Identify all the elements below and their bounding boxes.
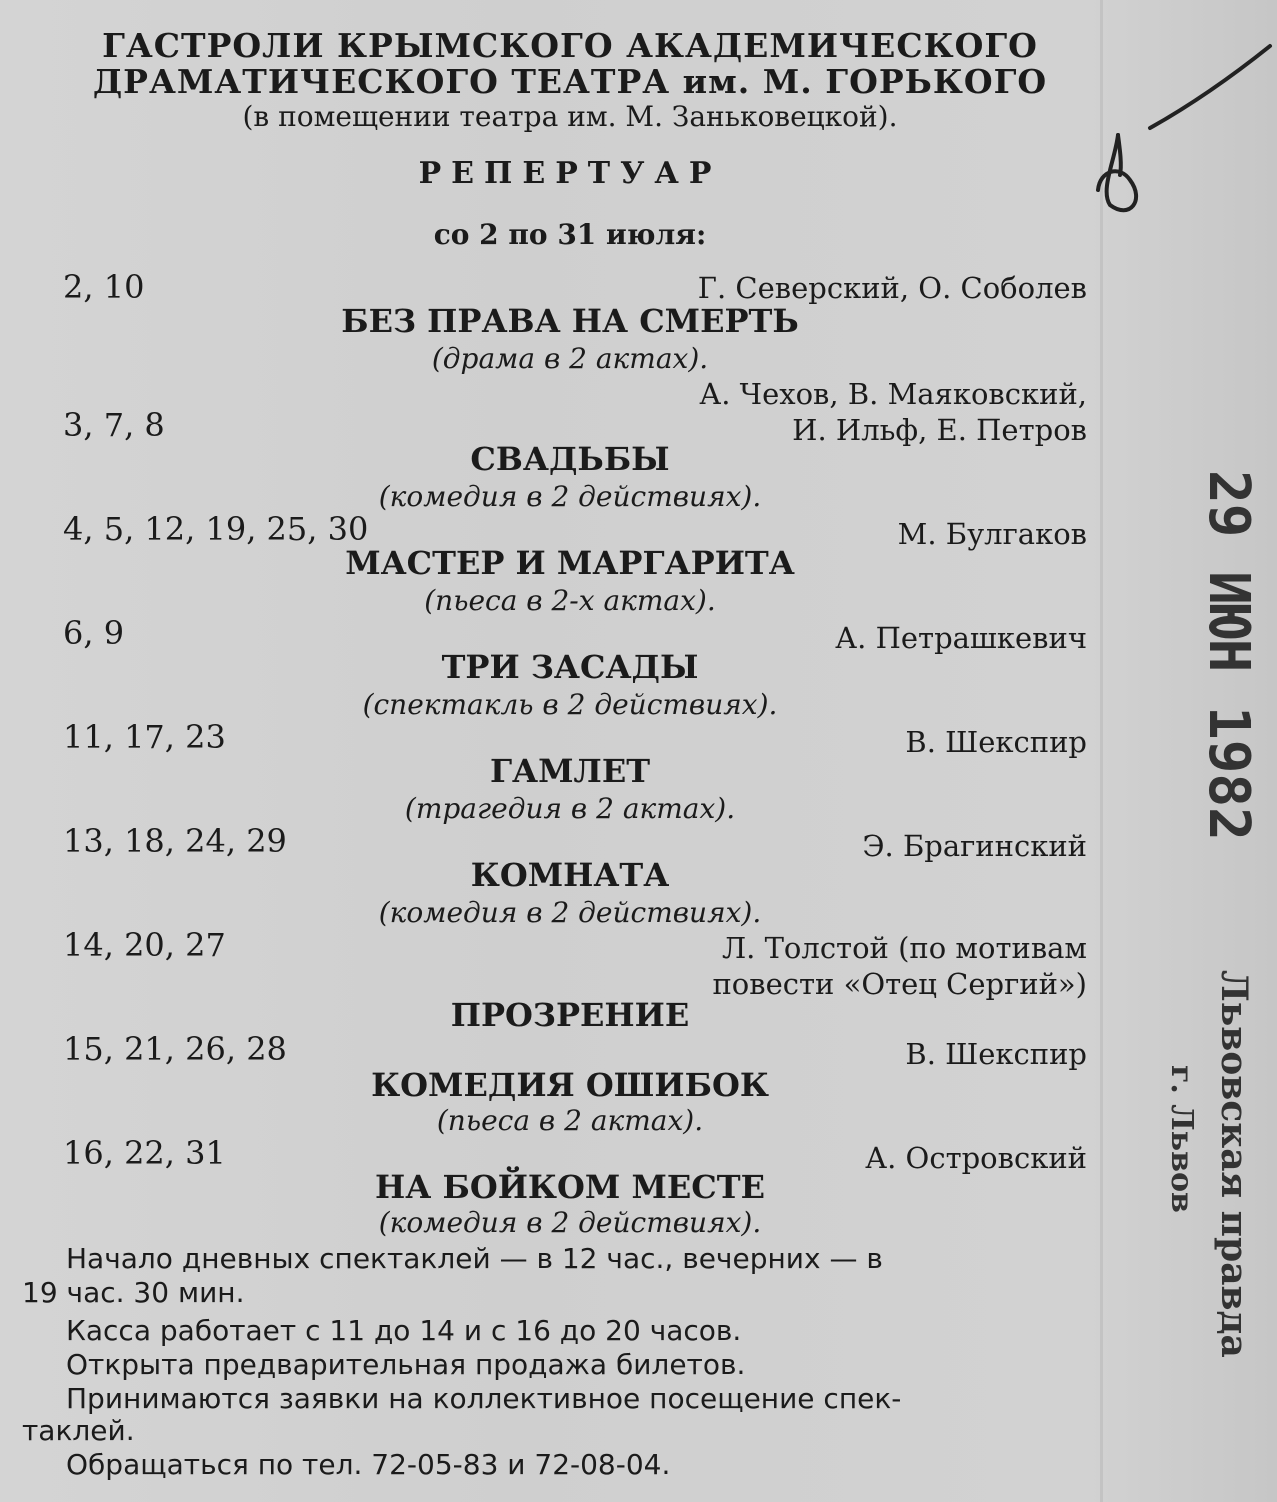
source-stamp-city: г. Львов bbox=[1164, 1065, 1199, 1213]
repertoire-heading: РЕПЕРТУАР bbox=[418, 156, 722, 191]
play-title: КОМЕДИЯ ОШИБОК bbox=[371, 1066, 769, 1104]
date-stamp-text: 29 ИЮН 1982 bbox=[1196, 470, 1261, 841]
play-author-continued: повести «Отец Сергий») bbox=[712, 967, 1087, 1001]
play-author: А. Чехов, В. Маяковский, bbox=[699, 377, 1087, 411]
play-author: Л. Толстой (по мотивам bbox=[721, 931, 1087, 965]
group-orders-note: Принимаются заявки на коллективное посещение спек- bbox=[66, 1382, 902, 1415]
play-author: В. Шекспир bbox=[905, 725, 1087, 759]
play-author: М. Булгаков bbox=[897, 517, 1087, 551]
showtimes-note: Начало дневных спектаклей — в 12 час., вечерних — в bbox=[66, 1242, 883, 1275]
play-genre: (трагедия в 2 актах). bbox=[404, 792, 736, 825]
group-orders-note-continued: таклей. bbox=[22, 1414, 135, 1447]
play-title: ПРОЗРЕНИЕ bbox=[450, 996, 690, 1034]
play-author: Э. Брагинский bbox=[862, 829, 1087, 863]
play-dates: 6, 9 bbox=[63, 614, 125, 652]
cashbox-hours: Касса работает с 11 до 14 и с 16 до 20 часов. bbox=[66, 1314, 742, 1347]
play-author: В. Шекспир bbox=[905, 1037, 1087, 1071]
play-genre: (драма в 2 актах). bbox=[431, 342, 709, 375]
play-dates: 2, 10 bbox=[63, 268, 145, 306]
play-title: ТРИ ЗАСАДЫ bbox=[441, 648, 699, 686]
play-genre: (спектакль в 2 действиях). bbox=[362, 688, 778, 721]
play-title: ГАМЛЕТ bbox=[489, 752, 651, 790]
play-genre: (комедия в 2 действиях). bbox=[378, 480, 762, 513]
date-stamp bbox=[1140, 470, 1261, 870]
header-line-2: ДРАМАТИЧЕСКОГО ТЕАТРА им. М. ГОРЬКОГО bbox=[92, 62, 1048, 101]
play-author-continued: И. Ильф, Е. Петров bbox=[792, 413, 1087, 447]
source-stamp bbox=[1150, 970, 1260, 1358]
play-genre: (комедия в 2 действиях). bbox=[378, 1206, 762, 1239]
showtimes-note-continued: 19 час. 30 мин. bbox=[22, 1276, 245, 1309]
play-dates: 14, 20, 27 bbox=[63, 926, 226, 964]
play-title: КОМНАТА bbox=[470, 856, 670, 894]
play-dates: 3, 7, 8 bbox=[63, 406, 165, 444]
source-stamp-newspaper: Львовская правда bbox=[1213, 970, 1255, 1358]
handwritten-mark-5 bbox=[1090, 40, 1277, 230]
play-genre: (комедия в 2 действиях). bbox=[378, 896, 762, 929]
play-dates: 4, 5, 12, 19, 25, 30 bbox=[63, 510, 369, 548]
play-title: БЕЗ ПРАВА НА СМЕРТЬ bbox=[341, 302, 799, 340]
header-venue: (в помещении театра им. М. Заньковецкой). bbox=[242, 100, 898, 133]
play-author: А. Петрашкевич bbox=[835, 621, 1087, 655]
play-author: А. Островский bbox=[865, 1141, 1087, 1175]
play-dates: 15, 21, 26, 28 bbox=[63, 1030, 287, 1068]
play-dates: 16, 22, 31 bbox=[63, 1134, 226, 1172]
play-title: НА БОЙКОМ МЕСТЕ bbox=[375, 1168, 765, 1206]
header-line-1: ГАСТРОЛИ КРЫМСКОГО АКАДЕМИЧЕСКОГО bbox=[102, 26, 1038, 65]
play-genre: (пьеса в 2-х актах). bbox=[424, 584, 716, 617]
period-heading: со 2 по 31 июля: bbox=[433, 218, 707, 251]
play-title: МАСТЕР И МАРГАРИТА bbox=[345, 544, 795, 582]
play-genre: (пьеса в 2 актах). bbox=[436, 1104, 704, 1137]
presale-note: Открыта предварительная продажа билетов. bbox=[66, 1348, 746, 1381]
play-title: СВАДЬБЫ bbox=[470, 440, 670, 478]
play-author: Г. Северский, О. Соболев bbox=[697, 271, 1087, 305]
play-dates: 13, 18, 24, 29 bbox=[63, 822, 287, 860]
phone-contact: Обращаться по тел. 72-05-83 и 72-08-04. bbox=[66, 1448, 671, 1481]
play-dates: 11, 17, 23 bbox=[63, 718, 226, 756]
